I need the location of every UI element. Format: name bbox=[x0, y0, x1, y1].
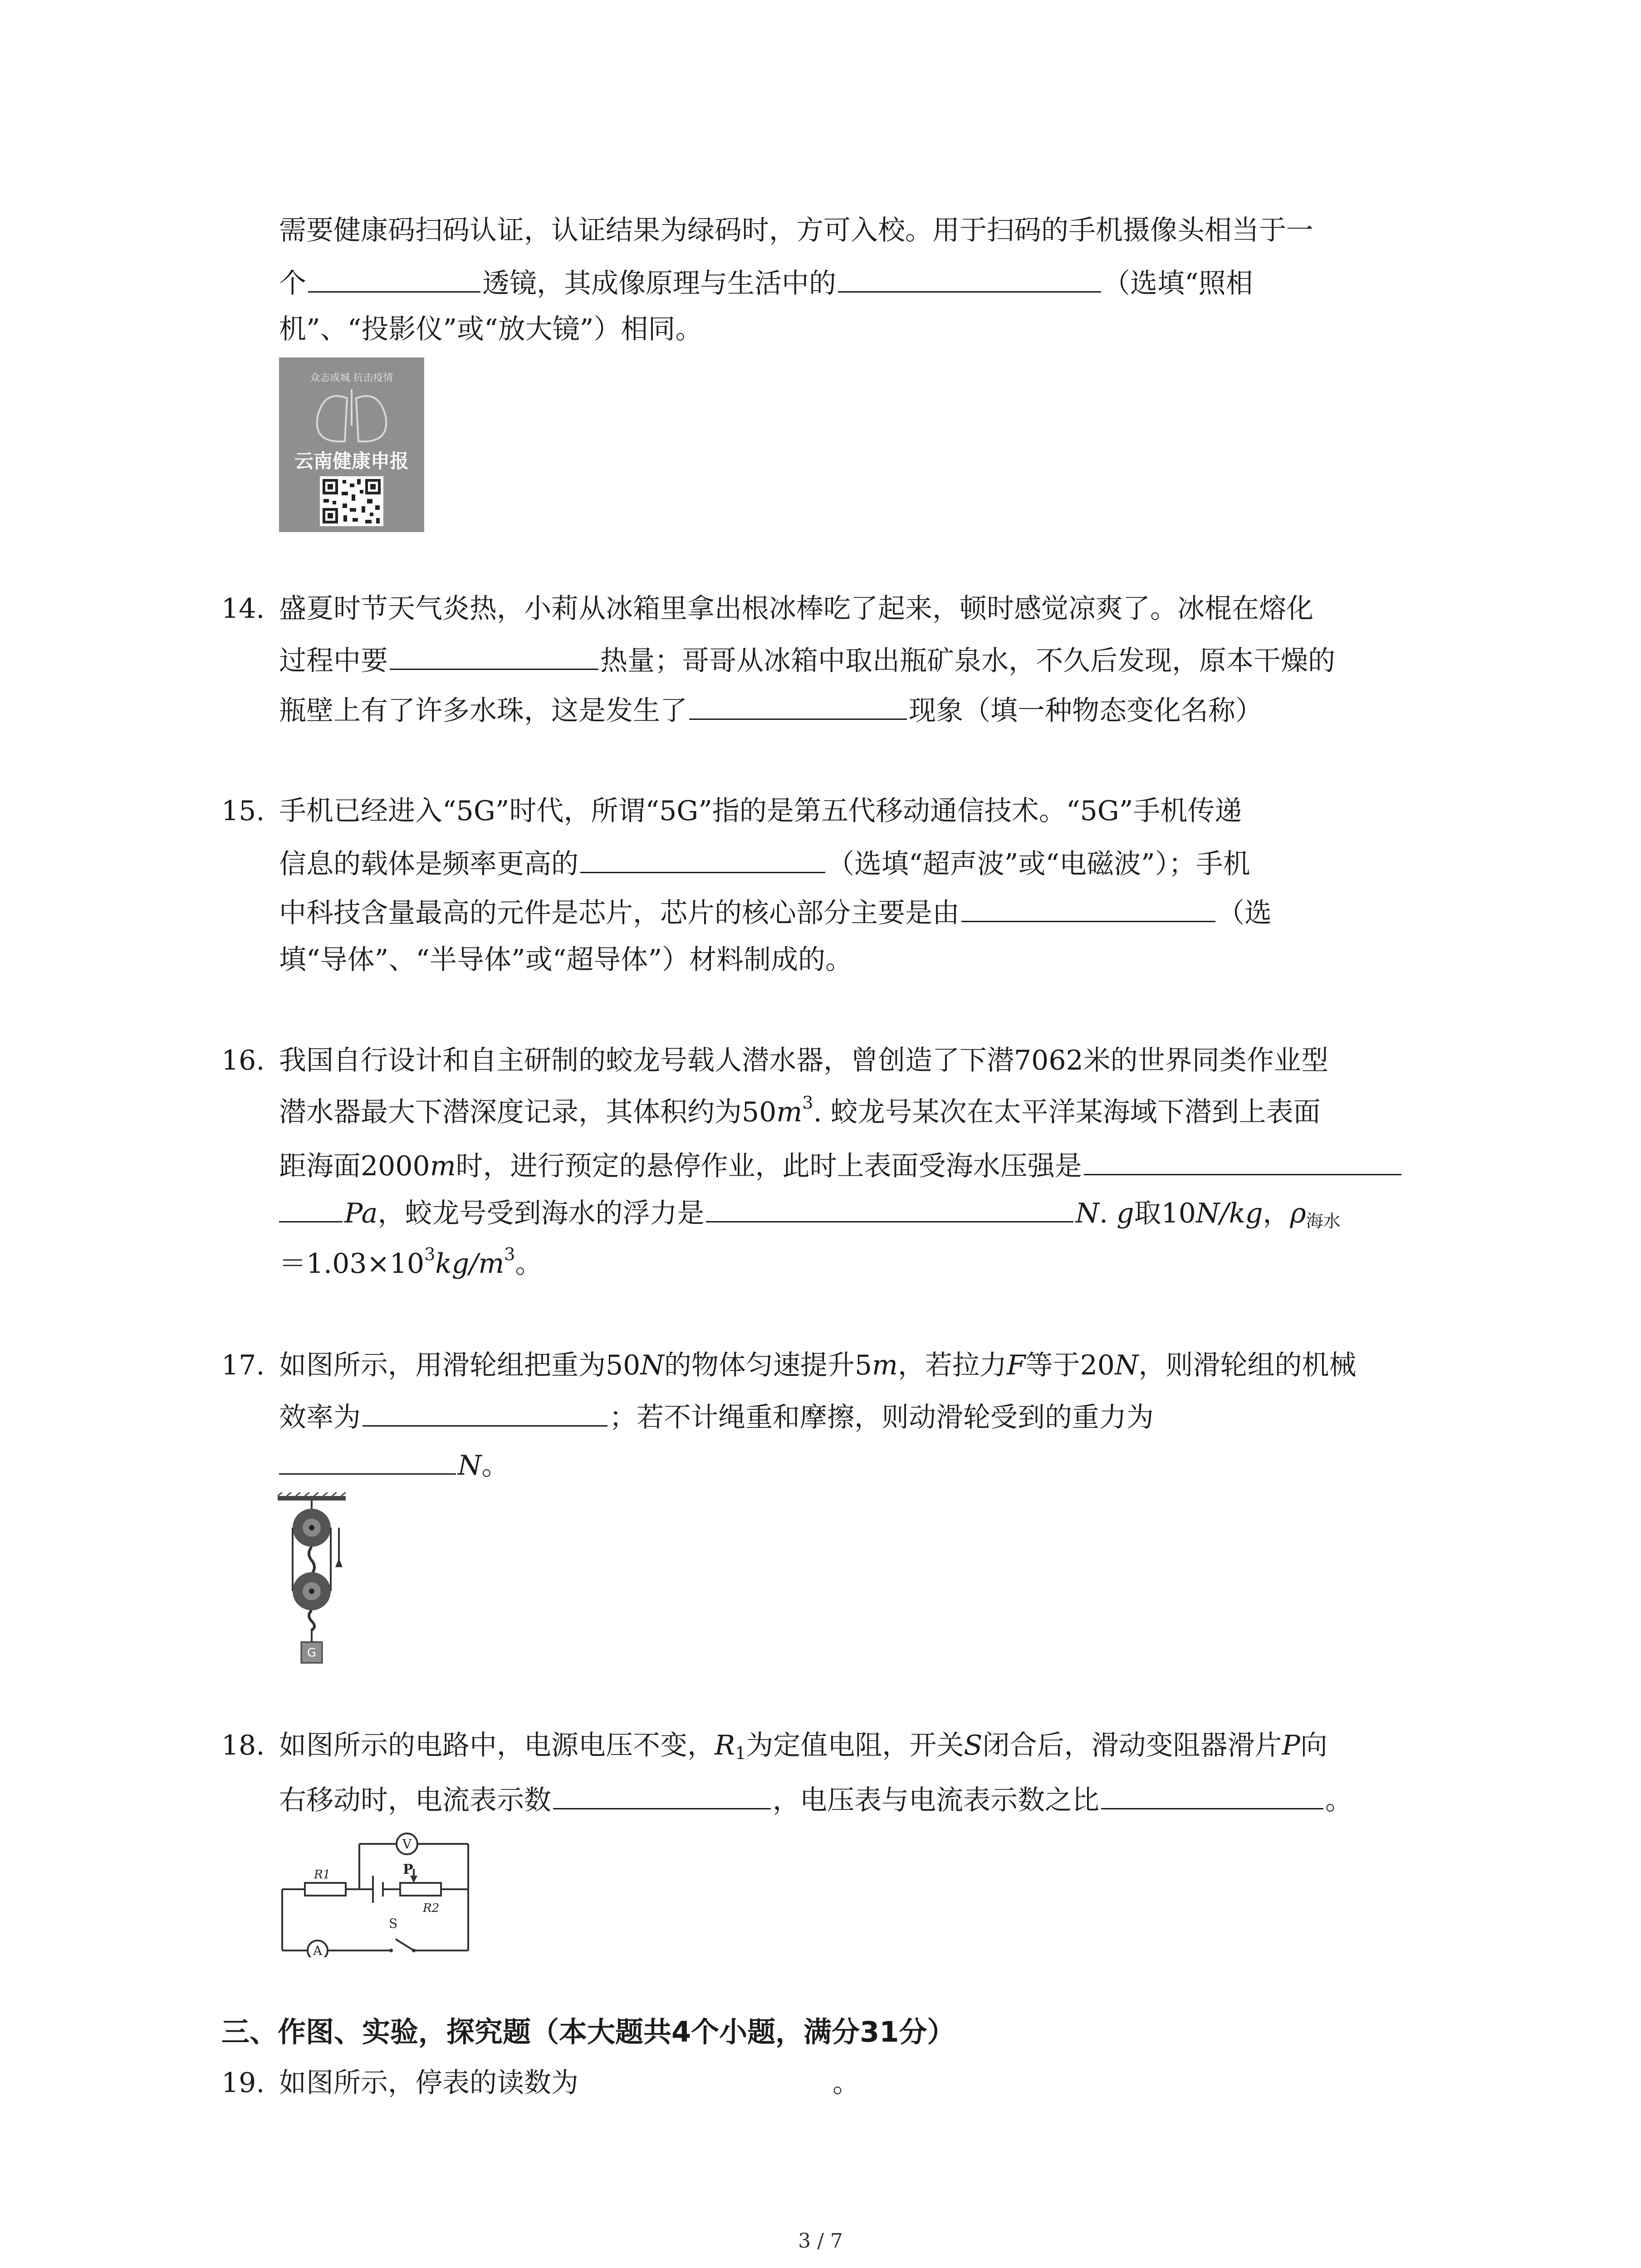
q17-line1: 如图所示，用滑轮组把重为50N的物体匀速提升5m，若拉力F等于20N，则滑轮组的机械 bbox=[279, 1349, 1357, 1381]
answer-blank-q15-1[interactable] bbox=[580, 844, 825, 873]
q13-line3: 机”、“投影仪”或“放大镜”）相同。 bbox=[279, 313, 703, 345]
q18-number: 18. bbox=[221, 1730, 265, 1761]
q15-line4: 填“导体”、“半导体”或“超导体”）材料制成的。 bbox=[279, 944, 853, 976]
q17-number: 17. bbox=[221, 1349, 265, 1381]
answer-blank-q17-2[interactable] bbox=[279, 1445, 456, 1475]
q16-line2: 潜水器最大下潜深度记录，其体积约为$50m^3$. 蛟龙号某次在太平洋某海域下潜到上表面 bbox=[279, 1093, 1321, 1128]
q16-line4: Pa，蛟龙号受到海水的浮力是 N. g取10N/kg，$\rho_{海水}$ bbox=[279, 1193, 1341, 1229]
q13-line1: 需要健康码扫码认证，认证结果为绿码时，方可入校。用于扫码的手机摄像头相当于一 bbox=[279, 215, 1313, 246]
health-code-card-image bbox=[279, 357, 424, 532]
r1-label: R1 bbox=[314, 1868, 331, 1882]
q14-number: 14. bbox=[221, 593, 265, 625]
section-3-heading: 三、作图、实验，探究题（本大题共4个小题，满分31分） bbox=[221, 2015, 955, 2048]
q14-line3: 瓶壁上有了许多水珠，这是发生了 现象（填一种物态变化名称） bbox=[279, 690, 1263, 727]
q15-line3: 中科技含量最高的元件是芯片，芯片的核心部分主要是由 （选 bbox=[279, 893, 1272, 929]
answer-blank-q15-2[interactable] bbox=[961, 893, 1215, 922]
slider-p-label: P bbox=[403, 1862, 413, 1877]
q18-line1: 如图所示的电路中，电源电压不变，$R_1$为定值电阻，开关S闭合后，滑动变阻器滑片P向 bbox=[279, 1730, 1327, 1763]
q17-line3: N。 bbox=[279, 1445, 509, 1481]
q15-number: 15. bbox=[221, 795, 265, 827]
answer-blank-q13-2[interactable] bbox=[838, 263, 1101, 293]
r2-label: R2 bbox=[423, 1901, 440, 1915]
q14-line1: 盛夏时节天气炎热，小莉从冰箱里拿出根冰棒吃了起来，顿时感觉凉爽了。冰棍在熔化 bbox=[279, 593, 1313, 625]
answer-blank-q14-2[interactable] bbox=[689, 690, 907, 720]
pull-direction-arrow-icon bbox=[335, 1558, 343, 1567]
answer-blank-q17-1[interactable] bbox=[362, 1397, 607, 1427]
answer-blank-q18-1[interactable] bbox=[553, 1780, 771, 1809]
weight-label: G bbox=[307, 1646, 317, 1660]
q16-line3: 距海面2000m时，进行预定的悬停作业，此时上表面受海水压强是 bbox=[279, 1146, 1403, 1182]
q16-line5: $=1.03\times 10^3kg/m^3$。 bbox=[279, 1244, 543, 1280]
qr-title: 云南健康申报 bbox=[294, 450, 409, 472]
answer-blank-q14-1[interactable] bbox=[390, 640, 598, 670]
q13-line2: 个 透镜，其成像原理与生活中的 （选填“照相 bbox=[279, 263, 1253, 299]
answer-blank-q18-2[interactable] bbox=[1101, 1780, 1323, 1809]
answer-blank-q16-2[interactable] bbox=[706, 1193, 1073, 1222]
q19-number: 19. bbox=[221, 2067, 265, 2099]
circuit-diagram bbox=[278, 1826, 486, 1957]
qr-code-icon bbox=[320, 476, 383, 526]
voltmeter-label: V bbox=[402, 1837, 412, 1852]
q17-line2: 效率为 ；若不计绳重和摩擦，则动滑轮受到的重力为 bbox=[279, 1397, 1154, 1433]
pulley-system-diagram bbox=[278, 1492, 359, 1674]
q18-line2: 右移动时，电流表示数 ，电压表与电流表示数之比 。 bbox=[279, 1780, 1352, 1816]
switch-s-label: S bbox=[389, 1916, 398, 1931]
switch-s bbox=[396, 1939, 414, 1950]
q19-line1: 如图所示，停表的读数为 。 bbox=[279, 2067, 860, 2099]
q14-line2: 过程中要 热量；哥哥从冰箱中取出瓶矿泉水，不久后发现，原本干燥的 bbox=[279, 640, 1335, 677]
resistor-r1 bbox=[305, 1883, 346, 1896]
qr-slogan: 众志成城 抗击疫情 bbox=[310, 372, 393, 384]
q15-line2: 信息的载体是频率更高的 （选填“超声波”或“电磁波”）；手机 bbox=[279, 844, 1250, 880]
q16-line1: 我国自行设计和自主研制的蛟龙号载人潜水器，曾创造了下潜7062米的世界同类作业型 bbox=[279, 1045, 1328, 1076]
page-number: 3 / 7 bbox=[798, 2229, 843, 2253]
answer-blank-q16-1-cont[interactable] bbox=[279, 1193, 343, 1222]
q16-number: 16. bbox=[221, 1045, 265, 1076]
ammeter-label: A bbox=[313, 1943, 323, 1957]
q15-line1: 手机已经进入“5G”时代，所谓“5G”指的是第五代移动通信技术。“5G”手机传递 bbox=[279, 795, 1242, 827]
rheostat-r2 bbox=[400, 1883, 441, 1896]
answer-blank-q13-1[interactable] bbox=[308, 263, 480, 293]
answer-blank-q16-1[interactable] bbox=[1084, 1146, 1401, 1175]
